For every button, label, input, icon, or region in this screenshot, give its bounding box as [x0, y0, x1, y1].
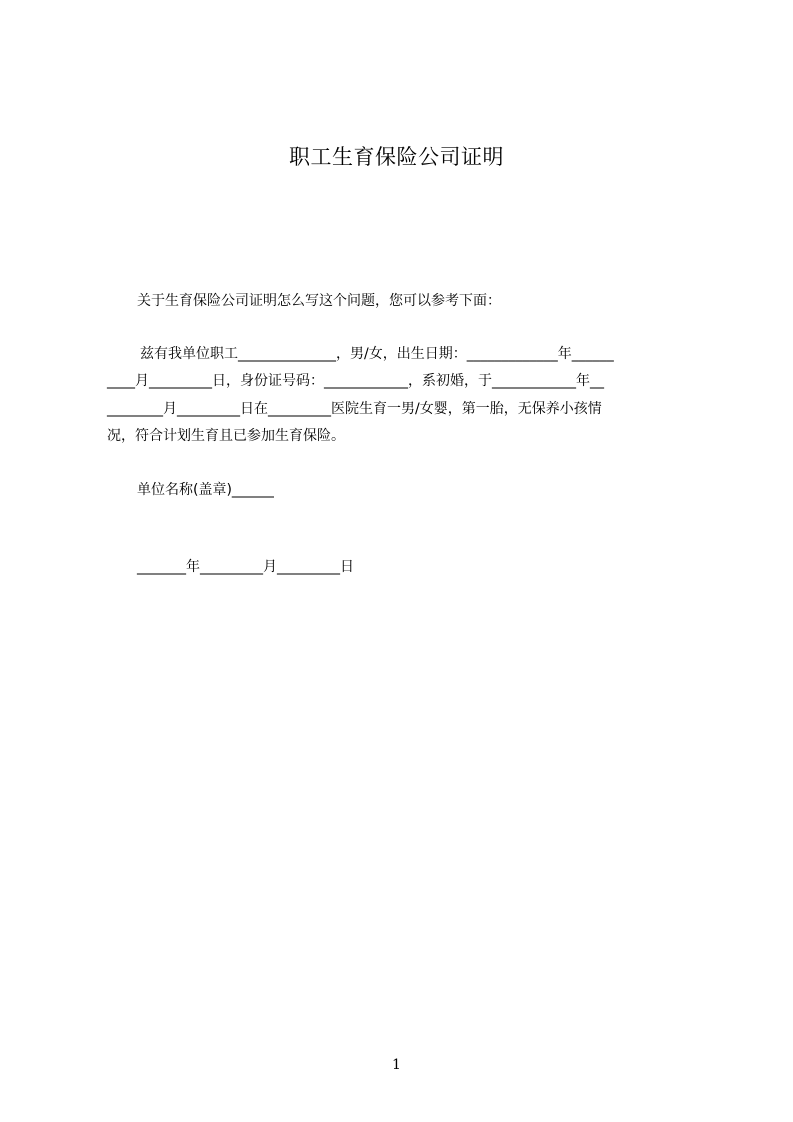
certificate-body-line-1: 兹有我单位职工______________，男/女，出生日期：_____________年______	[140, 346, 614, 362]
certificate-body-line-2: ____月_________日，身份证号码：____________，系初婚，于____________年__	[107, 373, 604, 389]
page-number: 1	[392, 1057, 401, 1073]
certificate-body-line-3: ________月_________日在_________医院生育一男/女婴，第一胎，无保养小孩情	[107, 401, 602, 417]
intro-paragraph: 关于生育保险公司证明怎么写这个问题，您可以参考下面：	[137, 293, 501, 309]
certificate-body-line-4: 况，符合计划生育且已参加生育保险。	[107, 428, 345, 444]
unit-name-seal-line: 单位名称(盖章)______	[137, 482, 274, 498]
signature-date-line: _______年_________月_________日	[137, 559, 354, 575]
document-title: 职工生育保险公司证明	[289, 145, 504, 169]
